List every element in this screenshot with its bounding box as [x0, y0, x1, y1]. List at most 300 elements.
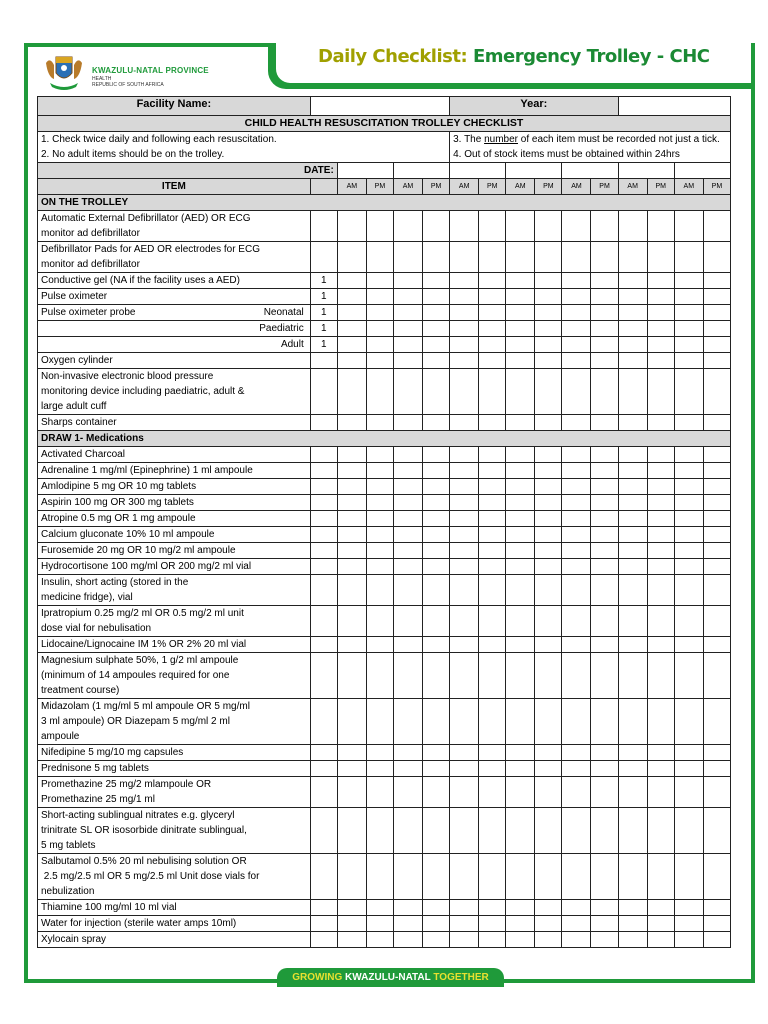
- check-cell[interactable]: [337, 511, 366, 527]
- check-cell[interactable]: [535, 543, 562, 559]
- check-cell[interactable]: [591, 289, 618, 305]
- check-cell[interactable]: [647, 699, 674, 745]
- check-cell[interactable]: [479, 777, 506, 808]
- check-cell[interactable]: [337, 463, 366, 479]
- check-cell[interactable]: [337, 777, 366, 808]
- check-cell[interactable]: [703, 273, 730, 289]
- check-cell[interactable]: [366, 777, 393, 808]
- check-cell[interactable]: [618, 543, 647, 559]
- date-cell[interactable]: [450, 163, 506, 179]
- check-cell[interactable]: [450, 808, 479, 854]
- check-cell[interactable]: [366, 808, 393, 854]
- check-cell[interactable]: [591, 211, 618, 242]
- check-cell[interactable]: [535, 273, 562, 289]
- check-cell[interactable]: [450, 900, 479, 916]
- check-cell[interactable]: [423, 745, 450, 761]
- check-cell[interactable]: [337, 242, 366, 273]
- check-cell[interactable]: [423, 463, 450, 479]
- check-cell[interactable]: [703, 337, 730, 353]
- check-cell[interactable]: [703, 463, 730, 479]
- check-cell[interactable]: [703, 575, 730, 606]
- check-cell[interactable]: [647, 289, 674, 305]
- check-cell[interactable]: [450, 447, 479, 463]
- date-cell[interactable]: [618, 163, 674, 179]
- check-cell[interactable]: [562, 932, 591, 948]
- check-cell[interactable]: [479, 916, 506, 932]
- check-cell[interactable]: [647, 745, 674, 761]
- check-cell[interactable]: [535, 900, 562, 916]
- check-cell[interactable]: [479, 543, 506, 559]
- check-cell[interactable]: [337, 575, 366, 606]
- check-cell[interactable]: [506, 745, 535, 761]
- check-cell[interactable]: [479, 337, 506, 353]
- check-cell[interactable]: [674, 337, 703, 353]
- check-cell[interactable]: [674, 653, 703, 699]
- check-cell[interactable]: [591, 321, 618, 337]
- check-cell[interactable]: [479, 305, 506, 321]
- check-cell[interactable]: [703, 527, 730, 543]
- check-cell[interactable]: [450, 369, 479, 415]
- check-cell[interactable]: [535, 321, 562, 337]
- check-cell[interactable]: [366, 900, 393, 916]
- check-cell[interactable]: [450, 916, 479, 932]
- check-cell[interactable]: [562, 575, 591, 606]
- check-cell[interactable]: [591, 527, 618, 543]
- check-cell[interactable]: [562, 463, 591, 479]
- check-cell[interactable]: [674, 305, 703, 321]
- check-cell[interactable]: [479, 527, 506, 543]
- check-cell[interactable]: [450, 637, 479, 653]
- check-cell[interactable]: [337, 479, 366, 495]
- check-cell[interactable]: [337, 495, 366, 511]
- check-cell[interactable]: [703, 854, 730, 900]
- check-cell[interactable]: [591, 415, 618, 431]
- check-cell[interactable]: [423, 211, 450, 242]
- check-cell[interactable]: [591, 559, 618, 575]
- check-cell[interactable]: [450, 606, 479, 637]
- check-cell[interactable]: [423, 495, 450, 511]
- check-cell[interactable]: [393, 637, 422, 653]
- check-cell[interactable]: [674, 415, 703, 431]
- check-cell[interactable]: [647, 369, 674, 415]
- check-cell[interactable]: [366, 447, 393, 463]
- check-cell[interactable]: [366, 761, 393, 777]
- check-cell[interactable]: [423, 479, 450, 495]
- check-cell[interactable]: [506, 900, 535, 916]
- check-cell[interactable]: [562, 353, 591, 369]
- check-cell[interactable]: [450, 415, 479, 431]
- check-cell[interactable]: [703, 369, 730, 415]
- check-cell[interactable]: [618, 305, 647, 321]
- check-cell[interactable]: [674, 575, 703, 606]
- check-cell[interactable]: [535, 559, 562, 575]
- check-cell[interactable]: [562, 211, 591, 242]
- check-cell[interactable]: [591, 637, 618, 653]
- check-cell[interactable]: [618, 353, 647, 369]
- check-cell[interactable]: [450, 932, 479, 948]
- check-cell[interactable]: [647, 337, 674, 353]
- check-cell[interactable]: [393, 527, 422, 543]
- check-cell[interactable]: [366, 305, 393, 321]
- check-cell[interactable]: [591, 900, 618, 916]
- check-cell[interactable]: [618, 900, 647, 916]
- check-cell[interactable]: [423, 353, 450, 369]
- check-cell[interactable]: [674, 699, 703, 745]
- check-cell[interactable]: [393, 369, 422, 415]
- check-cell[interactable]: [535, 369, 562, 415]
- check-cell[interactable]: [647, 606, 674, 637]
- check-cell[interactable]: [703, 777, 730, 808]
- check-cell[interactable]: [562, 305, 591, 321]
- check-cell[interactable]: [591, 305, 618, 321]
- check-cell[interactable]: [393, 559, 422, 575]
- check-cell[interactable]: [674, 463, 703, 479]
- check-cell[interactable]: [618, 479, 647, 495]
- check-cell[interactable]: [618, 575, 647, 606]
- check-cell[interactable]: [337, 543, 366, 559]
- check-cell[interactable]: [479, 289, 506, 305]
- check-cell[interactable]: [423, 854, 450, 900]
- check-cell[interactable]: [703, 321, 730, 337]
- check-cell[interactable]: [591, 854, 618, 900]
- check-cell[interactable]: [535, 353, 562, 369]
- check-cell[interactable]: [450, 353, 479, 369]
- check-cell[interactable]: [366, 337, 393, 353]
- check-cell[interactable]: [562, 543, 591, 559]
- check-cell[interactable]: [423, 242, 450, 273]
- check-cell[interactable]: [674, 211, 703, 242]
- check-cell[interactable]: [423, 511, 450, 527]
- check-cell[interactable]: [618, 273, 647, 289]
- check-cell[interactable]: [366, 543, 393, 559]
- check-cell[interactable]: [393, 543, 422, 559]
- check-cell[interactable]: [703, 637, 730, 653]
- check-cell[interactable]: [423, 653, 450, 699]
- check-cell[interactable]: [506, 637, 535, 653]
- check-cell[interactable]: [618, 637, 647, 653]
- check-cell[interactable]: [423, 273, 450, 289]
- check-cell[interactable]: [423, 447, 450, 463]
- check-cell[interactable]: [535, 447, 562, 463]
- check-cell[interactable]: [506, 321, 535, 337]
- check-cell[interactable]: [562, 808, 591, 854]
- check-cell[interactable]: [647, 559, 674, 575]
- check-cell[interactable]: [591, 353, 618, 369]
- check-cell[interactable]: [366, 321, 393, 337]
- check-cell[interactable]: [450, 463, 479, 479]
- check-cell[interactable]: [618, 745, 647, 761]
- check-cell[interactable]: [591, 495, 618, 511]
- check-cell[interactable]: [647, 415, 674, 431]
- check-cell[interactable]: [647, 916, 674, 932]
- check-cell[interactable]: [393, 321, 422, 337]
- check-cell[interactable]: [337, 808, 366, 854]
- check-cell[interactable]: [393, 289, 422, 305]
- check-cell[interactable]: [562, 321, 591, 337]
- check-cell[interactable]: [618, 932, 647, 948]
- check-cell[interactable]: [591, 273, 618, 289]
- check-cell[interactable]: [479, 653, 506, 699]
- check-cell[interactable]: [647, 854, 674, 900]
- check-cell[interactable]: [674, 273, 703, 289]
- check-cell[interactable]: [674, 479, 703, 495]
- check-cell[interactable]: [618, 337, 647, 353]
- check-cell[interactable]: [393, 854, 422, 900]
- check-cell[interactable]: [506, 337, 535, 353]
- check-cell[interactable]: [674, 745, 703, 761]
- check-cell[interactable]: [562, 495, 591, 511]
- check-cell[interactable]: [647, 321, 674, 337]
- check-cell[interactable]: [506, 916, 535, 932]
- check-cell[interactable]: [562, 527, 591, 543]
- check-cell[interactable]: [562, 745, 591, 761]
- check-cell[interactable]: [591, 808, 618, 854]
- check-cell[interactable]: [423, 289, 450, 305]
- check-cell[interactable]: [450, 321, 479, 337]
- check-cell[interactable]: [337, 337, 366, 353]
- check-cell[interactable]: [337, 854, 366, 900]
- check-cell[interactable]: [479, 932, 506, 948]
- check-cell[interactable]: [618, 761, 647, 777]
- check-cell[interactable]: [562, 900, 591, 916]
- check-cell[interactable]: [337, 353, 366, 369]
- check-cell[interactable]: [647, 511, 674, 527]
- check-cell[interactable]: [703, 745, 730, 761]
- check-cell[interactable]: [450, 745, 479, 761]
- check-cell[interactable]: [703, 653, 730, 699]
- check-cell[interactable]: [479, 479, 506, 495]
- check-cell[interactable]: [337, 761, 366, 777]
- check-cell[interactable]: [703, 543, 730, 559]
- check-cell[interactable]: [647, 637, 674, 653]
- check-cell[interactable]: [366, 273, 393, 289]
- check-cell[interactable]: [393, 575, 422, 606]
- date-cell[interactable]: [674, 163, 730, 179]
- check-cell[interactable]: [393, 606, 422, 637]
- check-cell[interactable]: [591, 369, 618, 415]
- check-cell[interactable]: [703, 932, 730, 948]
- check-cell[interactable]: [591, 511, 618, 527]
- check-cell[interactable]: [591, 242, 618, 273]
- check-cell[interactable]: [703, 761, 730, 777]
- check-cell[interactable]: [506, 495, 535, 511]
- check-cell[interactable]: [618, 415, 647, 431]
- check-cell[interactable]: [647, 808, 674, 854]
- check-cell[interactable]: [535, 242, 562, 273]
- check-cell[interactable]: [506, 511, 535, 527]
- check-cell[interactable]: [393, 495, 422, 511]
- check-cell[interactable]: [618, 527, 647, 543]
- check-cell[interactable]: [591, 463, 618, 479]
- check-cell[interactable]: [535, 337, 562, 353]
- check-cell[interactable]: [393, 337, 422, 353]
- check-cell[interactable]: [393, 305, 422, 321]
- check-cell[interactable]: [647, 211, 674, 242]
- check-cell[interactable]: [591, 699, 618, 745]
- check-cell[interactable]: [591, 761, 618, 777]
- check-cell[interactable]: [506, 777, 535, 808]
- check-cell[interactable]: [450, 527, 479, 543]
- check-cell[interactable]: [618, 777, 647, 808]
- check-cell[interactable]: [647, 242, 674, 273]
- check-cell[interactable]: [562, 699, 591, 745]
- check-cell[interactable]: [450, 242, 479, 273]
- check-cell[interactable]: [703, 447, 730, 463]
- check-cell[interactable]: [337, 900, 366, 916]
- check-cell[interactable]: [618, 511, 647, 527]
- check-cell[interactable]: [647, 479, 674, 495]
- check-cell[interactable]: [562, 854, 591, 900]
- check-cell[interactable]: [674, 353, 703, 369]
- date-cell[interactable]: [337, 163, 393, 179]
- check-cell[interactable]: [337, 932, 366, 948]
- check-cell[interactable]: [535, 699, 562, 745]
- check-cell[interactable]: [337, 916, 366, 932]
- check-cell[interactable]: [506, 447, 535, 463]
- check-cell[interactable]: [423, 900, 450, 916]
- check-cell[interactable]: [450, 495, 479, 511]
- check-cell[interactable]: [703, 479, 730, 495]
- check-cell[interactable]: [337, 447, 366, 463]
- check-cell[interactable]: [591, 575, 618, 606]
- check-cell[interactable]: [423, 932, 450, 948]
- check-cell[interactable]: [393, 447, 422, 463]
- check-cell[interactable]: [535, 463, 562, 479]
- check-cell[interactable]: [337, 559, 366, 575]
- check-cell[interactable]: [647, 932, 674, 948]
- check-cell[interactable]: [562, 242, 591, 273]
- check-cell[interactable]: [562, 415, 591, 431]
- check-cell[interactable]: [506, 463, 535, 479]
- check-cell[interactable]: [450, 543, 479, 559]
- date-cell[interactable]: [562, 163, 618, 179]
- check-cell[interactable]: [647, 543, 674, 559]
- check-cell[interactable]: [479, 353, 506, 369]
- check-cell[interactable]: [535, 527, 562, 543]
- check-cell[interactable]: [393, 353, 422, 369]
- check-cell[interactable]: [535, 932, 562, 948]
- check-cell[interactable]: [562, 916, 591, 932]
- check-cell[interactable]: [366, 495, 393, 511]
- check-cell[interactable]: [393, 511, 422, 527]
- check-cell[interactable]: [423, 916, 450, 932]
- check-cell[interactable]: [562, 777, 591, 808]
- check-cell[interactable]: [618, 559, 647, 575]
- check-cell[interactable]: [423, 543, 450, 559]
- check-cell[interactable]: [506, 305, 535, 321]
- check-cell[interactable]: [562, 559, 591, 575]
- check-cell[interactable]: [562, 653, 591, 699]
- check-cell[interactable]: [506, 575, 535, 606]
- check-cell[interactable]: [423, 369, 450, 415]
- check-cell[interactable]: [366, 527, 393, 543]
- check-cell[interactable]: [562, 273, 591, 289]
- check-cell[interactable]: [591, 653, 618, 699]
- check-cell[interactable]: [423, 321, 450, 337]
- check-cell[interactable]: [674, 242, 703, 273]
- check-cell[interactable]: [703, 808, 730, 854]
- check-cell[interactable]: [647, 527, 674, 543]
- check-cell[interactable]: [591, 337, 618, 353]
- check-cell[interactable]: [366, 699, 393, 745]
- check-cell[interactable]: [674, 932, 703, 948]
- check-cell[interactable]: [618, 606, 647, 637]
- check-cell[interactable]: [647, 761, 674, 777]
- check-cell[interactable]: [591, 479, 618, 495]
- check-cell[interactable]: [591, 606, 618, 637]
- check-cell[interactable]: [479, 761, 506, 777]
- check-cell[interactable]: [703, 916, 730, 932]
- check-cell[interactable]: [393, 761, 422, 777]
- check-cell[interactable]: [562, 479, 591, 495]
- check-cell[interactable]: [674, 777, 703, 808]
- check-cell[interactable]: [506, 559, 535, 575]
- check-cell[interactable]: [647, 447, 674, 463]
- check-cell[interactable]: [506, 543, 535, 559]
- check-cell[interactable]: [337, 699, 366, 745]
- check-cell[interactable]: [366, 637, 393, 653]
- check-cell[interactable]: [393, 211, 422, 242]
- check-cell[interactable]: [479, 637, 506, 653]
- check-cell[interactable]: [366, 463, 393, 479]
- check-cell[interactable]: [337, 606, 366, 637]
- check-cell[interactable]: [337, 745, 366, 761]
- check-cell[interactable]: [337, 305, 366, 321]
- check-cell[interactable]: [703, 699, 730, 745]
- check-cell[interactable]: [674, 527, 703, 543]
- check-cell[interactable]: [337, 211, 366, 242]
- check-cell[interactable]: [450, 699, 479, 745]
- check-cell[interactable]: [393, 653, 422, 699]
- check-cell[interactable]: [423, 761, 450, 777]
- check-cell[interactable]: [450, 479, 479, 495]
- check-cell[interactable]: [674, 511, 703, 527]
- check-cell[interactable]: [479, 808, 506, 854]
- check-cell[interactable]: [535, 479, 562, 495]
- check-cell[interactable]: [674, 854, 703, 900]
- check-cell[interactable]: [479, 745, 506, 761]
- check-cell[interactable]: [479, 447, 506, 463]
- check-cell[interactable]: [423, 808, 450, 854]
- check-cell[interactable]: [647, 653, 674, 699]
- check-cell[interactable]: [393, 745, 422, 761]
- year-field[interactable]: [618, 97, 730, 116]
- check-cell[interactable]: [337, 273, 366, 289]
- check-cell[interactable]: [479, 321, 506, 337]
- check-cell[interactable]: [674, 559, 703, 575]
- check-cell[interactable]: [618, 699, 647, 745]
- check-cell[interactable]: [618, 289, 647, 305]
- check-cell[interactable]: [535, 289, 562, 305]
- check-cell[interactable]: [674, 543, 703, 559]
- check-cell[interactable]: [337, 289, 366, 305]
- check-cell[interactable]: [703, 900, 730, 916]
- check-cell[interactable]: [674, 916, 703, 932]
- check-cell[interactable]: [618, 321, 647, 337]
- check-cell[interactable]: [674, 447, 703, 463]
- check-cell[interactable]: [535, 777, 562, 808]
- check-cell[interactable]: [450, 273, 479, 289]
- check-cell[interactable]: [450, 511, 479, 527]
- check-cell[interactable]: [366, 916, 393, 932]
- check-cell[interactable]: [450, 559, 479, 575]
- check-cell[interactable]: [423, 637, 450, 653]
- check-cell[interactable]: [535, 916, 562, 932]
- check-cell[interactable]: [337, 369, 366, 415]
- check-cell[interactable]: [591, 447, 618, 463]
- check-cell[interactable]: [506, 415, 535, 431]
- check-cell[interactable]: [591, 777, 618, 808]
